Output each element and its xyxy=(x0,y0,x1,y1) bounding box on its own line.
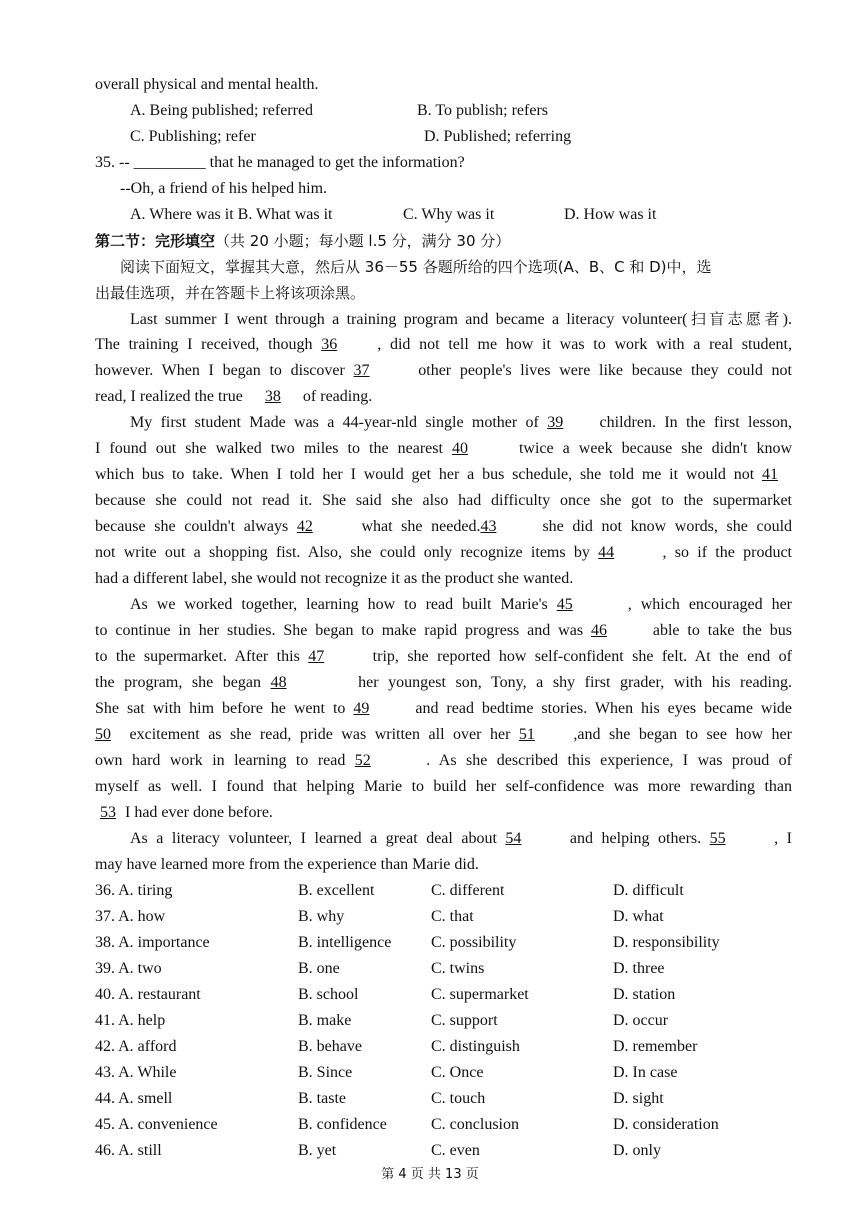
choice-d: D. occur xyxy=(613,1012,669,1029)
section-instructions-2: 出最佳选项，并在答题卡上将该项涂黑。 xyxy=(95,284,366,302)
q34-option-d: D. Published; referring xyxy=(424,128,572,145)
blank-44: 44 xyxy=(598,544,615,561)
blank-55: 55 xyxy=(709,830,726,847)
q35-stem: 35. -- _________ that he managed to get the information? xyxy=(95,154,465,171)
choice-d: D. three xyxy=(613,960,665,977)
continued-line: overall physical and mental health. xyxy=(95,76,319,93)
passage-line: may have learned more from the experience than Marie did. xyxy=(95,856,479,873)
q34-option-a: A. Being published; referred xyxy=(130,102,314,119)
choice-d: D. responsibility xyxy=(613,934,720,951)
blank-54: 54 xyxy=(505,830,522,847)
choice-d: D. consideration xyxy=(613,1116,719,1133)
choice-d: D. station xyxy=(613,986,676,1003)
passage-line: had a different label, she would not recognize it as the product she wanted. xyxy=(95,570,574,587)
q35-option-d: D. How was it xyxy=(564,206,657,223)
choice-d: D. difficult xyxy=(613,882,684,899)
choice-d: D. only xyxy=(613,1142,661,1159)
passage-line: 53 I had ever done before. xyxy=(95,800,792,826)
q35-option-c: C. Why was it xyxy=(403,206,495,223)
passage-line: The training I received, though 36 , did not tell me how it was to work with a real student, xyxy=(95,332,792,358)
passage-line: to the supermarket. After this 47 trip, she reported how self-confident she felt. At the end of xyxy=(95,644,792,670)
blank-45: 45 xyxy=(556,596,573,613)
choice-d: D. what xyxy=(613,908,664,925)
choice-c: C. support xyxy=(431,1012,498,1029)
blank-42: 42 xyxy=(296,518,313,535)
blank-51: 51 xyxy=(518,726,535,743)
choice-c: C. twins xyxy=(431,960,485,977)
choice-a: 36. A. tiring xyxy=(95,882,173,899)
passage-line: own hard work in learning to read 52 . As she described this experience, I was proud of xyxy=(95,748,792,774)
passage-line: Last summer I went through a training program and became a literacy volunteer(扫盲志愿者). xyxy=(130,310,792,328)
choice-c: C. even xyxy=(431,1142,480,1159)
choice-b: B. make xyxy=(298,1012,352,1029)
choice-a: 44. A. smell xyxy=(95,1090,173,1107)
passage-line: the program, she began 48 her youngest son, Tony, a shy first grader, with his reading. xyxy=(95,670,792,696)
choice-c: C. conclusion xyxy=(431,1116,519,1133)
q35-options-ab: A. Where was it B. What was it xyxy=(130,206,333,223)
choice-b: B. why xyxy=(298,908,345,925)
blank-38: 38 xyxy=(264,388,281,405)
choice-c: C. possibility xyxy=(431,934,517,951)
passage-line: She sat with him before he went to 49 and read bedtime stories. When his eyes became wide xyxy=(95,696,792,722)
blank-36: 36 xyxy=(321,336,338,353)
choice-b: B. school xyxy=(298,986,359,1003)
choice-b: B. yet xyxy=(298,1142,337,1159)
blank-39: 39 xyxy=(547,414,564,431)
blank-46: 46 xyxy=(590,622,607,639)
passage-line: because she could not read it. She said she also had difficulty once she got to the supermarket xyxy=(95,492,792,509)
choice-b: B. intelligence xyxy=(298,934,392,951)
choice-d: D. remember xyxy=(613,1038,698,1055)
section-instructions-1: 阅读下面短文，掌握其大意，然后从 36－55 各题所给的四个选项(A、B、C 和 D)中，选 xyxy=(120,258,712,276)
choice-a: 37. A. how xyxy=(95,908,166,925)
passage-line: myself as well. I found that helping Marie to build her self-confidence was more rewarding than xyxy=(95,778,792,795)
choice-b: B. Since xyxy=(298,1064,353,1081)
choice-b: B. confidence xyxy=(298,1116,387,1133)
choice-c: C. supermarket xyxy=(431,986,529,1003)
blank-48: 48 xyxy=(270,674,287,691)
choice-a: 45. A. convenience xyxy=(95,1116,218,1133)
blank-53: 53 xyxy=(100,804,116,821)
choice-a: 41. A. help xyxy=(95,1012,166,1029)
blank-47: 47 xyxy=(308,648,325,665)
choice-a: 38. A. importance xyxy=(95,934,210,951)
passage-line: to continue in her studies. She began to make rapid progress and was 46 able to take the bus xyxy=(95,618,792,644)
choice-a: 43. A. While xyxy=(95,1064,177,1081)
q34-option-c: C. Publishing; refer xyxy=(130,128,256,145)
choice-c: C. Once xyxy=(431,1064,484,1081)
choice-b: B. behave xyxy=(298,1038,362,1055)
passage-line: which bus to take. When I told her I would get her a bus schedule, she told me it would not 41 xyxy=(95,462,792,488)
choice-c: C. that xyxy=(431,908,474,925)
passage-line: 50 excitement as she read, pride was written all over her 51 ,and she began to see how her xyxy=(95,722,792,748)
choice-c: C. touch xyxy=(431,1090,486,1107)
passage-line: I found out she walked two miles to the nearest 40 twice a week because she didn't know xyxy=(95,436,792,462)
passage-line: read, I realized the true 38 of reading. xyxy=(95,384,792,410)
choice-b: B. one xyxy=(298,960,340,977)
blank-37: 37 xyxy=(353,362,370,379)
choice-b: B. excellent xyxy=(298,882,375,899)
passage-line: My first student Made was a 44-year-nld single mother of 39 children. In the first lesson, xyxy=(130,410,792,436)
blank-41: 41 xyxy=(762,466,778,483)
choice-a: 39. A. two xyxy=(95,960,162,977)
passage-line: As a literacy volunteer, I learned a great deal about 54 and helping others. 55 , I xyxy=(130,826,792,852)
passage-line: however. When I began to discover 37 other people's lives were like because they could not xyxy=(95,358,792,384)
blank-50: 50 xyxy=(95,726,111,743)
blank-52: 52 xyxy=(354,752,371,769)
blank-43: 43 xyxy=(480,518,497,535)
choice-a: 42. A. afford xyxy=(95,1038,177,1055)
passage-line: because she couldn't always 42 what she needed.43 she did not know words, she could xyxy=(95,514,792,540)
passage-line: As we worked together, learning how to read built Marie's 45 , which encouraged her xyxy=(130,592,792,618)
q34-option-b: B. To publish; refers xyxy=(417,102,549,119)
blank-40: 40 xyxy=(451,440,468,457)
section-heading: 第二节：完形填空（共 20 小题；每小题 l.5 分，满分 30 分） xyxy=(95,232,511,250)
choice-b: B. taste xyxy=(298,1090,346,1107)
choice-a: 40. A. restaurant xyxy=(95,986,201,1003)
passage-line: not write out a shopping fist. Also, she could only recognize items by 44 , so if the product xyxy=(95,540,792,566)
q35-answer-line: --Oh, a friend of his helped him. xyxy=(120,180,328,197)
choice-c: C. distinguish xyxy=(431,1038,520,1055)
blank-49: 49 xyxy=(353,700,370,717)
choice-c: C. different xyxy=(431,882,505,899)
choice-a: 46. A. still xyxy=(95,1142,162,1159)
choice-d: D. In case xyxy=(613,1064,678,1081)
choice-d: D. sight xyxy=(613,1090,664,1107)
page-footer: 第 4 页 共 13 页 xyxy=(381,1167,479,1182)
